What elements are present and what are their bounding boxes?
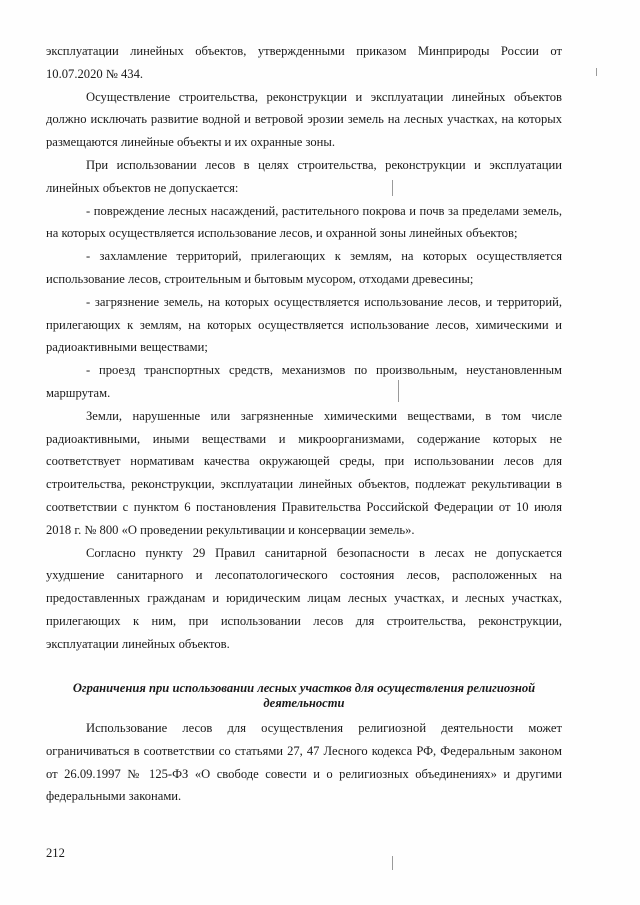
paragraph-continuation: эксплуатации линейных объектов, утвержденными приказом Минприроды России от 10.07.2020 № 434. <box>46 44 562 81</box>
paragraph-erosion: Осуществление строительства, реконструкции и эксплуатации линейных объектов должно исключать развитие водной и ветровой эрозии земель на лесных участках, на которых размещаются линейные объекты и их охранные зоны. <box>46 89 562 150</box>
page-number: 212 <box>46 846 65 860</box>
scan-speck <box>398 380 399 402</box>
scan-speck <box>392 180 393 196</box>
list-item-vehicles: - проезд транспортных средств, механизмов по произвольным, неустановленным маршрутам. <box>46 363 562 400</box>
list-item-littering: - захламление территорий, прилегающих к землям, на которых осуществляется использование лесов, строительным и бытовым мусором, отходами древесины; <box>46 249 562 286</box>
scan-speck <box>596 68 597 76</box>
paragraph-religious-use: Использование лесов для осуществления религиозной деятельности может ограничиваться в соответствии со статьями 27, 47 Лесного кодекса РФ, Федеральным законом от 26.09.1997 № 125-ФЗ «О свободе совести и о религиозных объединениях» и другими федеральными законами. <box>46 721 562 804</box>
body-text <box>46 40 562 656</box>
list-item-pollution: - загрязнение земель, на которых осуществляется использование лесов, и территорий, прилегающих к землям, на которых осуществляется использование лесов, химическими и радиоактивными веществами; <box>46 294 562 355</box>
section-heading: Ограничения при использовании лесных участков для осуществления религиозной деятельности <box>72 681 536 710</box>
list-item-damage: - повреждение лесных насаждений, растительного покрова и почв за пределами земель, на которых осуществляется использование лесов, и охранной зоны линейных объектов; <box>46 203 562 241</box>
paragraph-sanitary-rules: Согласно пункту 29 Правил санитарной безопасности в лесах не допускается ухудшение санитарного и лесопатологического состояния лесов, расположенных на предоставленных гражданам и юридическим лицам лесных участках, и лесных участках, прилегающих к ним, при использовании лесов для строительства, реконструкции, эксплуатации линейных объектов. <box>46 545 562 651</box>
paragraph-recultivation: Земли, нарушенные или загрязненные химическими веществами, в том числе радиоактивными, иными веществами и микроорганизмами, содержание которых не соответствует нормативам качества окружающей среды, при использовании лесов для строительства, реконструкции, эксплуатации линейных объектов, подлежат рекультивации в соответствии с пунктом 6 постановления Правительства Российской Федерации от 10 июля 2018 г. № 800 «О проведении рекультивации и консервации земель». <box>46 408 562 537</box>
scan-speck <box>392 856 393 870</box>
paragraph-prohibitions-intro: При использовании лесов в целях строительства, реконструкции и эксплуатации линейных объектов не допускается: <box>46 157 562 195</box>
section-body <box>46 717 562 808</box>
